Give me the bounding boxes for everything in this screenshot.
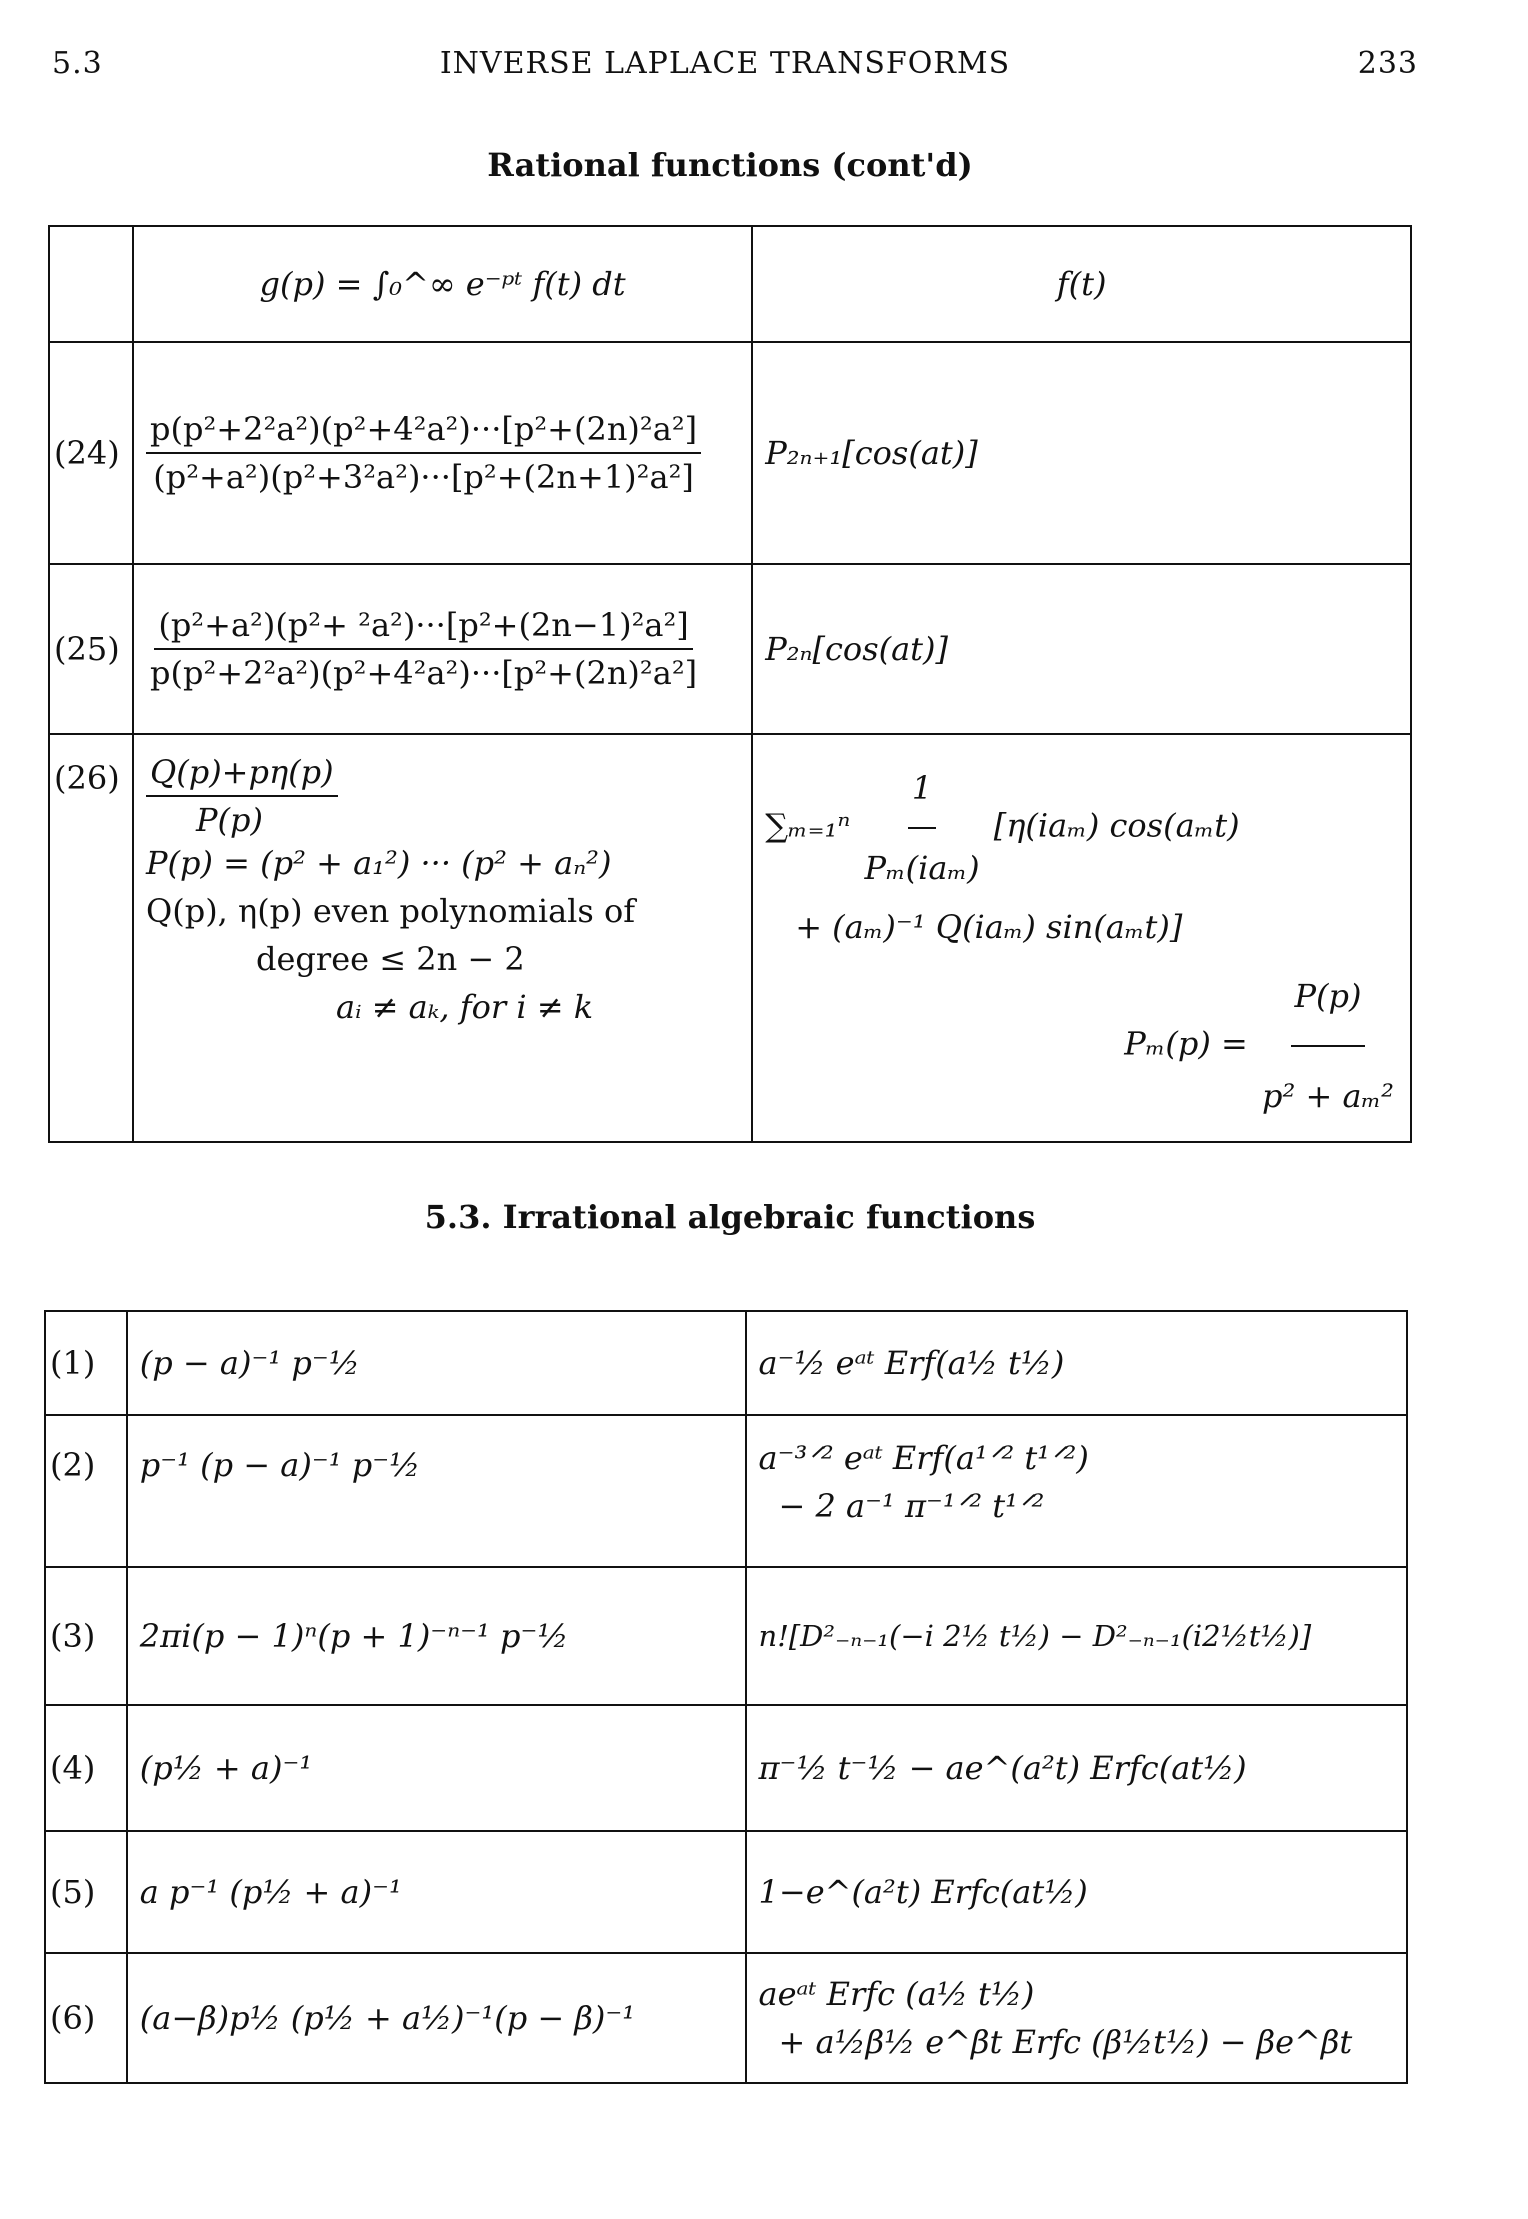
series-term: [η(iaₘ) cos(aₘt) <box>993 806 1240 845</box>
f-line: aeᵃᵗ Erfc (a½ t½) <box>758 1975 1035 2013</box>
condition-line: degree ≤ 2n − 2 <box>255 940 525 978</box>
table-row <box>45 1415 1407 1567</box>
fraction <box>146 410 701 496</box>
g-cell: p⁻¹ (p − a)⁻¹ p⁻½ <box>127 1415 746 1567</box>
table-row <box>45 1953 1407 2083</box>
f-cell: P₂ₙ[cos(at)] <box>752 564 1411 734</box>
denominator: (p²+a²)(p²+3²a²)···[p²+(2n+1)²a²] <box>153 458 694 496</box>
definition-line <box>765 951 1398 1141</box>
definition-line: P(p) = (p² + a₁²) ··· (p² + aₙ²) <box>145 844 612 882</box>
fraction <box>1258 951 1398 1141</box>
condition-line: Q(p), η(p) even polynomials of <box>145 892 636 930</box>
f-line: − 2 a⁻¹ π⁻¹ᐟ² t¹ᐟ² <box>778 1487 1045 1525</box>
f-cell <box>752 734 1411 1142</box>
pm-label: Pₘ(p) = <box>1124 1024 1248 1063</box>
table-row <box>49 734 1411 1142</box>
g-cell <box>133 564 752 734</box>
condition-line: aᵢ ≠ aₖ, for i ≠ k <box>335 988 594 1026</box>
table-row <box>45 1311 1407 1415</box>
g-cell: 2πi(p − 1)ⁿ(p + 1)⁻ⁿ⁻¹ p⁻½ <box>127 1567 746 1705</box>
row-number: (24) <box>49 342 133 564</box>
rational-section-title: Rational functions (cont'd) <box>487 146 973 184</box>
denominator: P(p) <box>195 801 263 839</box>
row-number: (5) <box>45 1831 127 1953</box>
row-number: (1) <box>45 1311 127 1415</box>
f-cell: π⁻½ t⁻½ − ae^(a²t) Erfc(at½) <box>746 1705 1407 1831</box>
f-cell: 1−e^(a²t) Erfc(at½) <box>746 1831 1407 1953</box>
page-number: 233 <box>1357 46 1418 81</box>
f-cell: a⁻½ eᵃᵗ Erf(a½ t½) <box>746 1311 1407 1415</box>
series-line: + (aₘ)⁻¹ Q(iaₘ) sin(aₘt)] <box>795 908 1183 946</box>
sum-symbol: ∑ₘ₌₁ⁿ <box>765 806 851 845</box>
header-f-cell: f(t) <box>752 226 1411 342</box>
irrational-section-title: 5.3. Irrational algebraic functions <box>424 1198 1036 1236</box>
table-row <box>49 342 1411 564</box>
table-row <box>49 564 1411 734</box>
running-title: INVERSE LAPLACE TRANSFORMS <box>439 46 1011 81</box>
numerator: p(p²+2²a²)(p²+4²a²)···[p²+(2n)²a²] <box>146 410 701 454</box>
numerator: P(p) <box>1291 951 1366 1047</box>
header-empty-cell <box>49 226 133 342</box>
g-cell: (a−β)p½ (p½ + a½)⁻¹(p − β)⁻¹ <box>127 1953 746 2083</box>
irrational-table <box>44 1310 1408 2084</box>
g-cell: (p½ + a)⁻¹ <box>127 1705 746 1831</box>
denominator: Pₘ(iaₘ) <box>864 849 980 887</box>
denominator: p(p²+2²a²)(p²+4²a²)···[p²+(2n)²a²] <box>149 654 698 692</box>
header-g-cell: g(p) = ∫₀^∞ e⁻ᵖᵗ f(t) dt <box>133 226 752 342</box>
row-number: (3) <box>45 1567 127 1705</box>
f-line: a⁻³ᐟ² eᵃᵗ Erf(a¹ᐟ² t¹ᐟ²) <box>758 1439 1089 1477</box>
row-number: (2) <box>45 1415 127 1567</box>
table-header-row <box>49 226 1411 342</box>
g-cell: a p⁻¹ (p½ + a)⁻¹ <box>127 1831 746 1953</box>
fraction <box>146 606 701 692</box>
row-number: (26) <box>49 734 133 1142</box>
row-number: (4) <box>45 1705 127 1831</box>
table-row <box>45 1567 1407 1705</box>
g-cell <box>133 734 752 1142</box>
row-number: (25) <box>49 564 133 734</box>
g-cell <box>133 342 752 564</box>
numerator: (p²+a²)(p²+ ²a²)···[p²+(2n−1)²a²] <box>154 606 692 650</box>
f-cell <box>746 1415 1407 1567</box>
denominator: p² + aₘ² <box>1262 1077 1394 1115</box>
g-cell: (p − a)⁻¹ p⁻½ <box>127 1311 746 1415</box>
fraction <box>146 753 338 839</box>
row-number: (6) <box>45 1953 127 2083</box>
series-line <box>765 753 1398 903</box>
table-row <box>45 1705 1407 1831</box>
f-cell: n![D²₋ₙ₋₁(−i 2½ t½) − D²₋ₙ₋₁(i2½t½)] <box>746 1567 1407 1705</box>
f-cell: P₂ₙ₊₁[cos(at)] <box>752 342 1411 564</box>
rational-table <box>48 225 1412 1143</box>
table-row <box>45 1831 1407 1953</box>
section-number: 5.3 <box>52 46 103 81</box>
f-cell <box>746 1953 1407 2083</box>
numerator: Q(p)+pη(p) <box>146 753 338 797</box>
fraction <box>861 753 984 903</box>
f-line: + a½β½ e^βt Erfc (β½t½) − βe^βt <box>778 2023 1353 2061</box>
numerator: 1 <box>908 753 936 829</box>
